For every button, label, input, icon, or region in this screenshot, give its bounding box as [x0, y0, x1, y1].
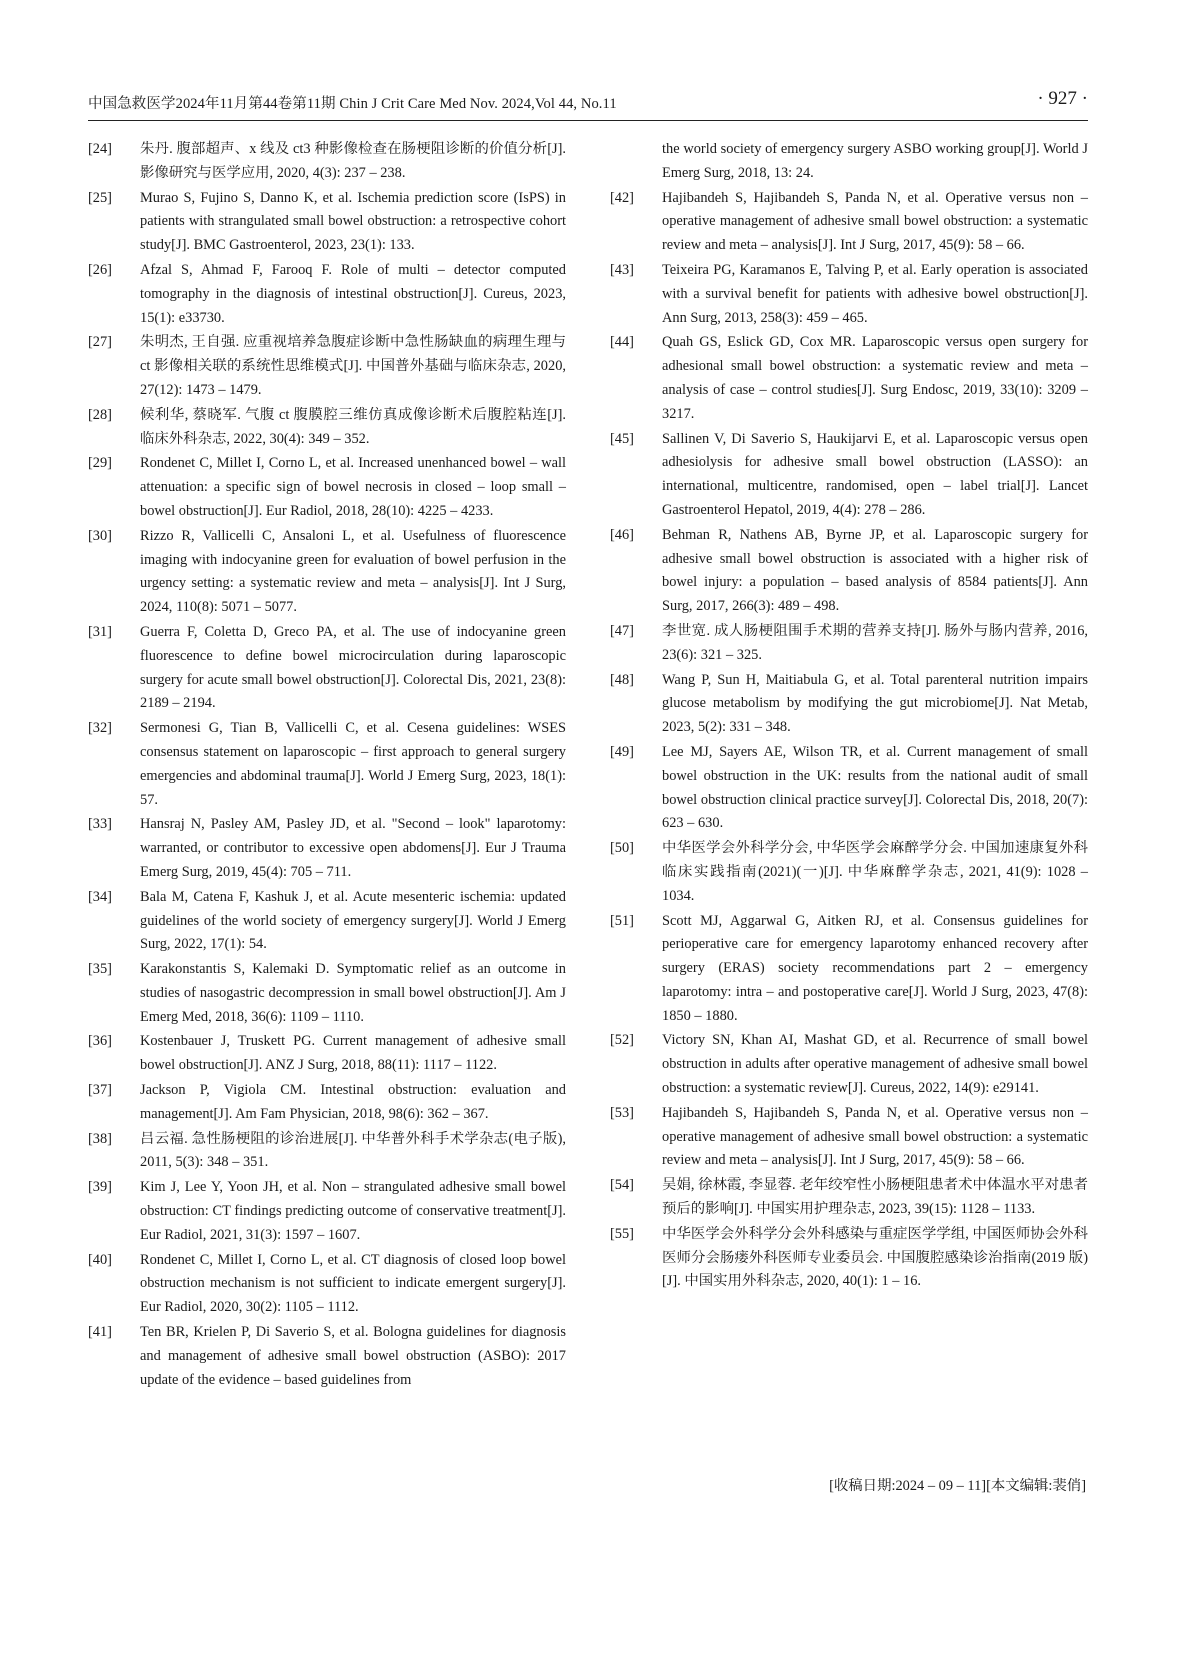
running-header — [88, 88, 1088, 118]
reference-number: [25] — [88, 189, 112, 206]
reference-number: [49] — [610, 743, 634, 760]
reference-number: [55] — [610, 1225, 634, 1242]
reference-column-left — [88, 138, 566, 1393]
reference-text: 中华医学会外科学分会外科感染与重症医学学组, 中国医师协会外科医师分会肠瘘外科医师专业委员会. 中国腹腔感染诊治指南(2019 版)[J]. 中国实用外科杂志, 2020, 40(1): 1 – 16. — [662, 1225, 1088, 1290]
reference-item — [610, 259, 1088, 330]
reference-number: [51] — [610, 912, 634, 929]
reference-text: Karakonstantis S, Kalemaki D. Symptomatic relief as an outcome in studies of nasogastric decompression in small bowel obstruction[J]. Am J Emerg Med, 2018, 36(6): 1109 – 1110. — [140, 961, 566, 1025]
reference-text: 朱丹. 腹部超声、x 线及 ct3 种影像检查在肠梗阻诊断的价值分析[J]. 影像研究与医学应用, 2020, 4(3): 237 – 238. — [140, 141, 566, 181]
reference-number: [32] — [88, 720, 112, 737]
reference-item — [610, 837, 1088, 908]
reference-number: [36] — [88, 1033, 112, 1050]
reference-number: [40] — [88, 1251, 112, 1268]
reference-number: [31] — [88, 623, 112, 640]
reference-item — [88, 187, 566, 258]
reference-number: [48] — [610, 671, 634, 688]
reference-item — [88, 331, 566, 402]
reference-text: 吴娟, 徐林霞, 李显蓉. 老年绞窄性小肠梗阻患者术中体温水平对患者预后的影响[J]. 中国实用护理杂志, 2023, 39(15): 1128 – 1133. — [662, 1177, 1088, 1218]
reference-item — [88, 525, 566, 620]
reference-item — [88, 717, 566, 812]
reference-item — [610, 1102, 1088, 1173]
reference-item — [88, 1030, 566, 1078]
reference-text: Hajibandeh S, Hajibandeh S, Panda N, et al. Operative versus non – operative management of adhesive small bowel obstruction: a systematic review and meta – analysis[J]. Int J Surg, 2017, 45(9): 58 – 66. — [662, 189, 1088, 254]
reference-item — [610, 910, 1088, 1029]
reference-number: [44] — [610, 334, 634, 351]
reference-number: [35] — [88, 961, 112, 978]
reference-item — [610, 524, 1088, 619]
reference-text: Kim J, Lee Y, Yoon JH, et al. Non – strangulated adhesive small bowel obstruction: CT findings predicting outcome of conservative treatment[J]. Eur Radiol, 2021, 31(3): 1597 – 1607. — [140, 1179, 566, 1243]
reference-text: Victory SN, Khan AI, Mashat GD, et al. Recurrence of small bowel obstruction in adults after operative management of adhesive small bowel obstruction: a systematic review[J]. Cureus, 2022, 14(9): e29141. — [662, 1032, 1088, 1097]
reference-number: [47] — [610, 622, 634, 639]
reference-item — [88, 1176, 566, 1247]
reference-number: [45] — [610, 430, 634, 447]
reference-text: 朱明杰, 王自强. 应重视培养急腹症诊断中急性肠缺血的病理生理与 ct 影像相关联的系统性思维模式[J]. 中国普外基础与临床杂志, 2020, 27(12): 1473 – 1479. — [140, 334, 566, 398]
reference-item — [88, 886, 566, 957]
reference-continuation — [610, 138, 1088, 186]
reference-number: [52] — [610, 1032, 634, 1049]
header-rule — [88, 120, 1088, 121]
reference-text: Rondenet C, Millet I, Corno L, et al. Increased unenhanced bowel – wall attenuation: a specific sign of bowel necrosis in closed – loop small – bowel obstruction[J]. Eur Radiol, 2018, 28(10): 4225 – 4233. — [140, 455, 566, 519]
reference-text: Rondenet C, Millet I, Corno L, et al. CT diagnosis of closed loop bowel obstruction mechanism is not sufficient to indicate emergent surgery[J]. Eur Radiol, 2020, 30(2): 1105 – 1112. — [140, 1251, 566, 1316]
reference-text: 李世宽. 成人肠梗阻围手术期的营养支持[J]. 肠外与肠内营养, 2016, 23(6): 321 – 325. — [662, 622, 1088, 663]
reference-text: Lee MJ, Sayers AE, Wilson TR, et al. Current management of small bowel obstruction in the UK: results from the national audit of small bowel obstruction clinical practice survey[J]. Colorectal Dis, 2018, 20(7): 623 – 630. — [662, 743, 1088, 832]
reference-item — [88, 1128, 566, 1176]
reference-item — [88, 452, 566, 523]
reference-item — [610, 1029, 1088, 1100]
reference-text: Wang P, Sun H, Maitiabula G, et al. Total parenteral nutrition impairs glucose metabolism by modifying the gut microbiome[J]. Nat Metab, 2023, 5(2): 331 – 348. — [662, 671, 1088, 736]
reference-number: [38] — [88, 1130, 112, 1147]
reference-text: Scott MJ, Aggarwal G, Aitken RJ, et al. Consensus guidelines for perioperative care for emergency laparotomy enhanced recovery after surgery (ERAS) society recommendations part 2 – emergency laparotomy: intra – and postoperative care[J]. World J Surg, 2023, 47(8): 1850 – 1880. — [662, 912, 1088, 1024]
reference-text: Ten BR, Krielen P, Di Saverio S, et al. Bologna guidelines for diagnosis and management of adhesive small bowel obstruction (ASBO): 2017 update of the evidence – based guidelines from — [140, 1324, 566, 1388]
reference-text: 吕云福. 急性肠梗阻的诊治进展[J]. 中华普外科手术学杂志(电子版), 2011, 5(3): 348 – 351. — [140, 1130, 566, 1171]
reference-number: [24] — [88, 141, 112, 157]
reference-text: Sallinen V, Di Saverio S, Haukijarvi E, et al. Laparoscopic versus open adhesiolysis for adhesive small bowel obstruction (LASSO): an international, multicentre, randomised, open – label trial[J]. Lancet Gastroenterol Hepatol, 2019, 4(4): 278 – 286. — [662, 430, 1088, 518]
reference-text: Hansraj N, Pasley AM, Pasley JD, et al. "Second – look" laparotomy: warranted, or contributor to excessive open abdomens[J]. Eur J Trauma Emerg Surg, 2019, 45(4): 705 – 711. — [140, 816, 566, 880]
reference-text: Murao S, Fujino S, Danno K, et al. Ischemia prediction score (IsPS) in patients with strangulated small bowel obstruction: a retrospective cohort study[J]. BMC Gastroenterol, 2023, 23(1): 133. — [140, 189, 566, 254]
reference-number: [53] — [610, 1104, 634, 1121]
reference-text: 候利华, 蔡晓军. 气腹 ct 腹膜腔三维仿真成像诊断术后腹腔粘连[J]. 临床外科杂志, 2022, 30(4): 349 – 352. — [140, 406, 566, 447]
reference-number: [26] — [88, 261, 112, 278]
reference-item — [610, 741, 1088, 836]
page-number: · 927 · — [1037, 88, 1088, 109]
reference-number: [34] — [88, 888, 112, 905]
reference-number: [30] — [88, 527, 112, 544]
reference-item — [88, 958, 566, 1029]
reference-text: Teixeira PG, Karamanos E, Talving P, et al. Early operation is associated with a survival benefit for patients with adhesive bowel obstruction[J]. Ann Surg, 2013, 258(3): 459 – 465. — [662, 261, 1088, 326]
reference-number: [50] — [610, 840, 634, 857]
reference-text: Rizzo R, Vallicelli C, Ansaloni L, et al. Usefulness of fluorescence imaging with indocyanine green for evaluation of bowel perfusion in the urgency setting: a systematic review and meta – analysis[J]. Int J Surg, 2024, 110(8): 5071 – 5077. — [140, 527, 566, 616]
reference-number: [39] — [88, 1179, 112, 1196]
reference-item — [88, 1079, 566, 1127]
reference-item — [610, 620, 1088, 668]
reference-number: [27] — [88, 334, 112, 351]
reference-text: Kostenbauer J, Truskett PG. Current management of adhesive small bowel obstruction[J]. ANZ J Surg, 2018, 88(11): 1117 – 1122. — [140, 1033, 566, 1074]
reference-item — [610, 331, 1088, 426]
reference-text: 中华医学会外科学分会, 中华医学会麻醉学分会. 中国加速康复外科临床实践指南(2021)(一)[J]. 中华麻醉学杂志, 2021, 41(9): 1028 – 1034. — [662, 840, 1088, 904]
reference-text: Sermonesi G, Tian B, Vallicelli C, et al. Cesena guidelines: WSES consensus statement on laparoscopic – first approach to general surgery emergencies and abdominal trauma[J]. World J Emerg Surg, 2023, 18(1): 57. — [140, 720, 566, 808]
reference-item — [88, 259, 566, 330]
reference-text: Behman R, Nathens AB, Byrne JP, et al. Laparoscopic surgery for adhesive small bowel obstruction is associated with a higher risk of bowel injury: a population – based analysis of 8584 patients[J]. Ann Surg, 2017, 266(3): 489 – 498. — [662, 526, 1088, 615]
reference-item — [88, 621, 566, 716]
reference-number: [33] — [88, 816, 112, 833]
reference-item — [88, 813, 566, 884]
reference-number: [43] — [610, 261, 634, 278]
received-date-editor-note: [收稿日期:2024 – 09 – 11][本文编辑:裴俏] — [829, 1478, 1086, 1494]
reference-column-right — [610, 138, 1088, 1295]
reference-item — [610, 428, 1088, 523]
reference-text: Quah GS, Eslick GD, Cox MR. Laparoscopic versus open surgery for adhesional small bowel obstruction: a systematic review and meta – analysis of case – control studies[J]. Surg Endosc, 2019, 33(10): 3209 – 3217. — [662, 334, 1088, 422]
reference-number: [46] — [610, 526, 634, 543]
reference-number: [28] — [88, 406, 112, 423]
reference-text: Bala M, Catena F, Kashuk J, et al. Acute mesenteric ischemia: updated guidelines of the world society of emergency surgery[J]. World J Emerg Surg, 2022, 17(1): 54. — [140, 888, 566, 953]
journal-citation-header: 中国急救医学2024年11月第44卷第11期 Chin J Crit Care Med Nov. 2024,Vol 44, No.11 — [88, 96, 617, 112]
reference-text: Guerra F, Coletta D, Greco PA, et al. The use of indocyanine green fluorescence to define bowel microcirculation during laparoscopic surgery for acute small bowel obstruction[J]. Colorectal Dis, 2021, 23(8): 2189 – 2194. — [140, 623, 566, 712]
reference-item — [610, 187, 1088, 258]
reference-item — [88, 404, 566, 452]
reference-text: Hajibandeh S, Hajibandeh S, Panda N, et al. Operative versus non – operative management of adhesive small bowel obstruction: a systematic review and meta – analysis[J]. Int J Surg, 2017, 45(9): 58 – 66. — [662, 1104, 1088, 1169]
reference-number: [37] — [88, 1082, 112, 1099]
reference-number: [41] — [88, 1324, 112, 1341]
reference-item — [610, 669, 1088, 740]
reference-text: Jackson P, Vigiola CM. Intestinal obstruction: evaluation and management[J]. Am Fam Physician, 2018, 98(6): 362 – 367. — [140, 1082, 566, 1122]
reference-number: [54] — [610, 1177, 634, 1194]
reference-number: [29] — [88, 455, 112, 472]
reference-item — [610, 1223, 1088, 1294]
reference-text: the world society of emergency surgery ASBO working group[J]. World J Emerg Surg, 2018, 13: 24. — [662, 141, 1088, 181]
reference-item — [88, 1321, 566, 1392]
reference-number: [42] — [610, 189, 634, 206]
reference-item — [88, 1249, 566, 1320]
reference-item — [610, 1174, 1088, 1222]
reference-text: Afzal S, Ahmad F, Farooq F. Role of multi – detector computed tomography in the diagnosis of intestinal obstruction[J]. Cureus, 2023, 15(1): e33730. — [140, 261, 566, 326]
reference-item — [88, 138, 566, 186]
